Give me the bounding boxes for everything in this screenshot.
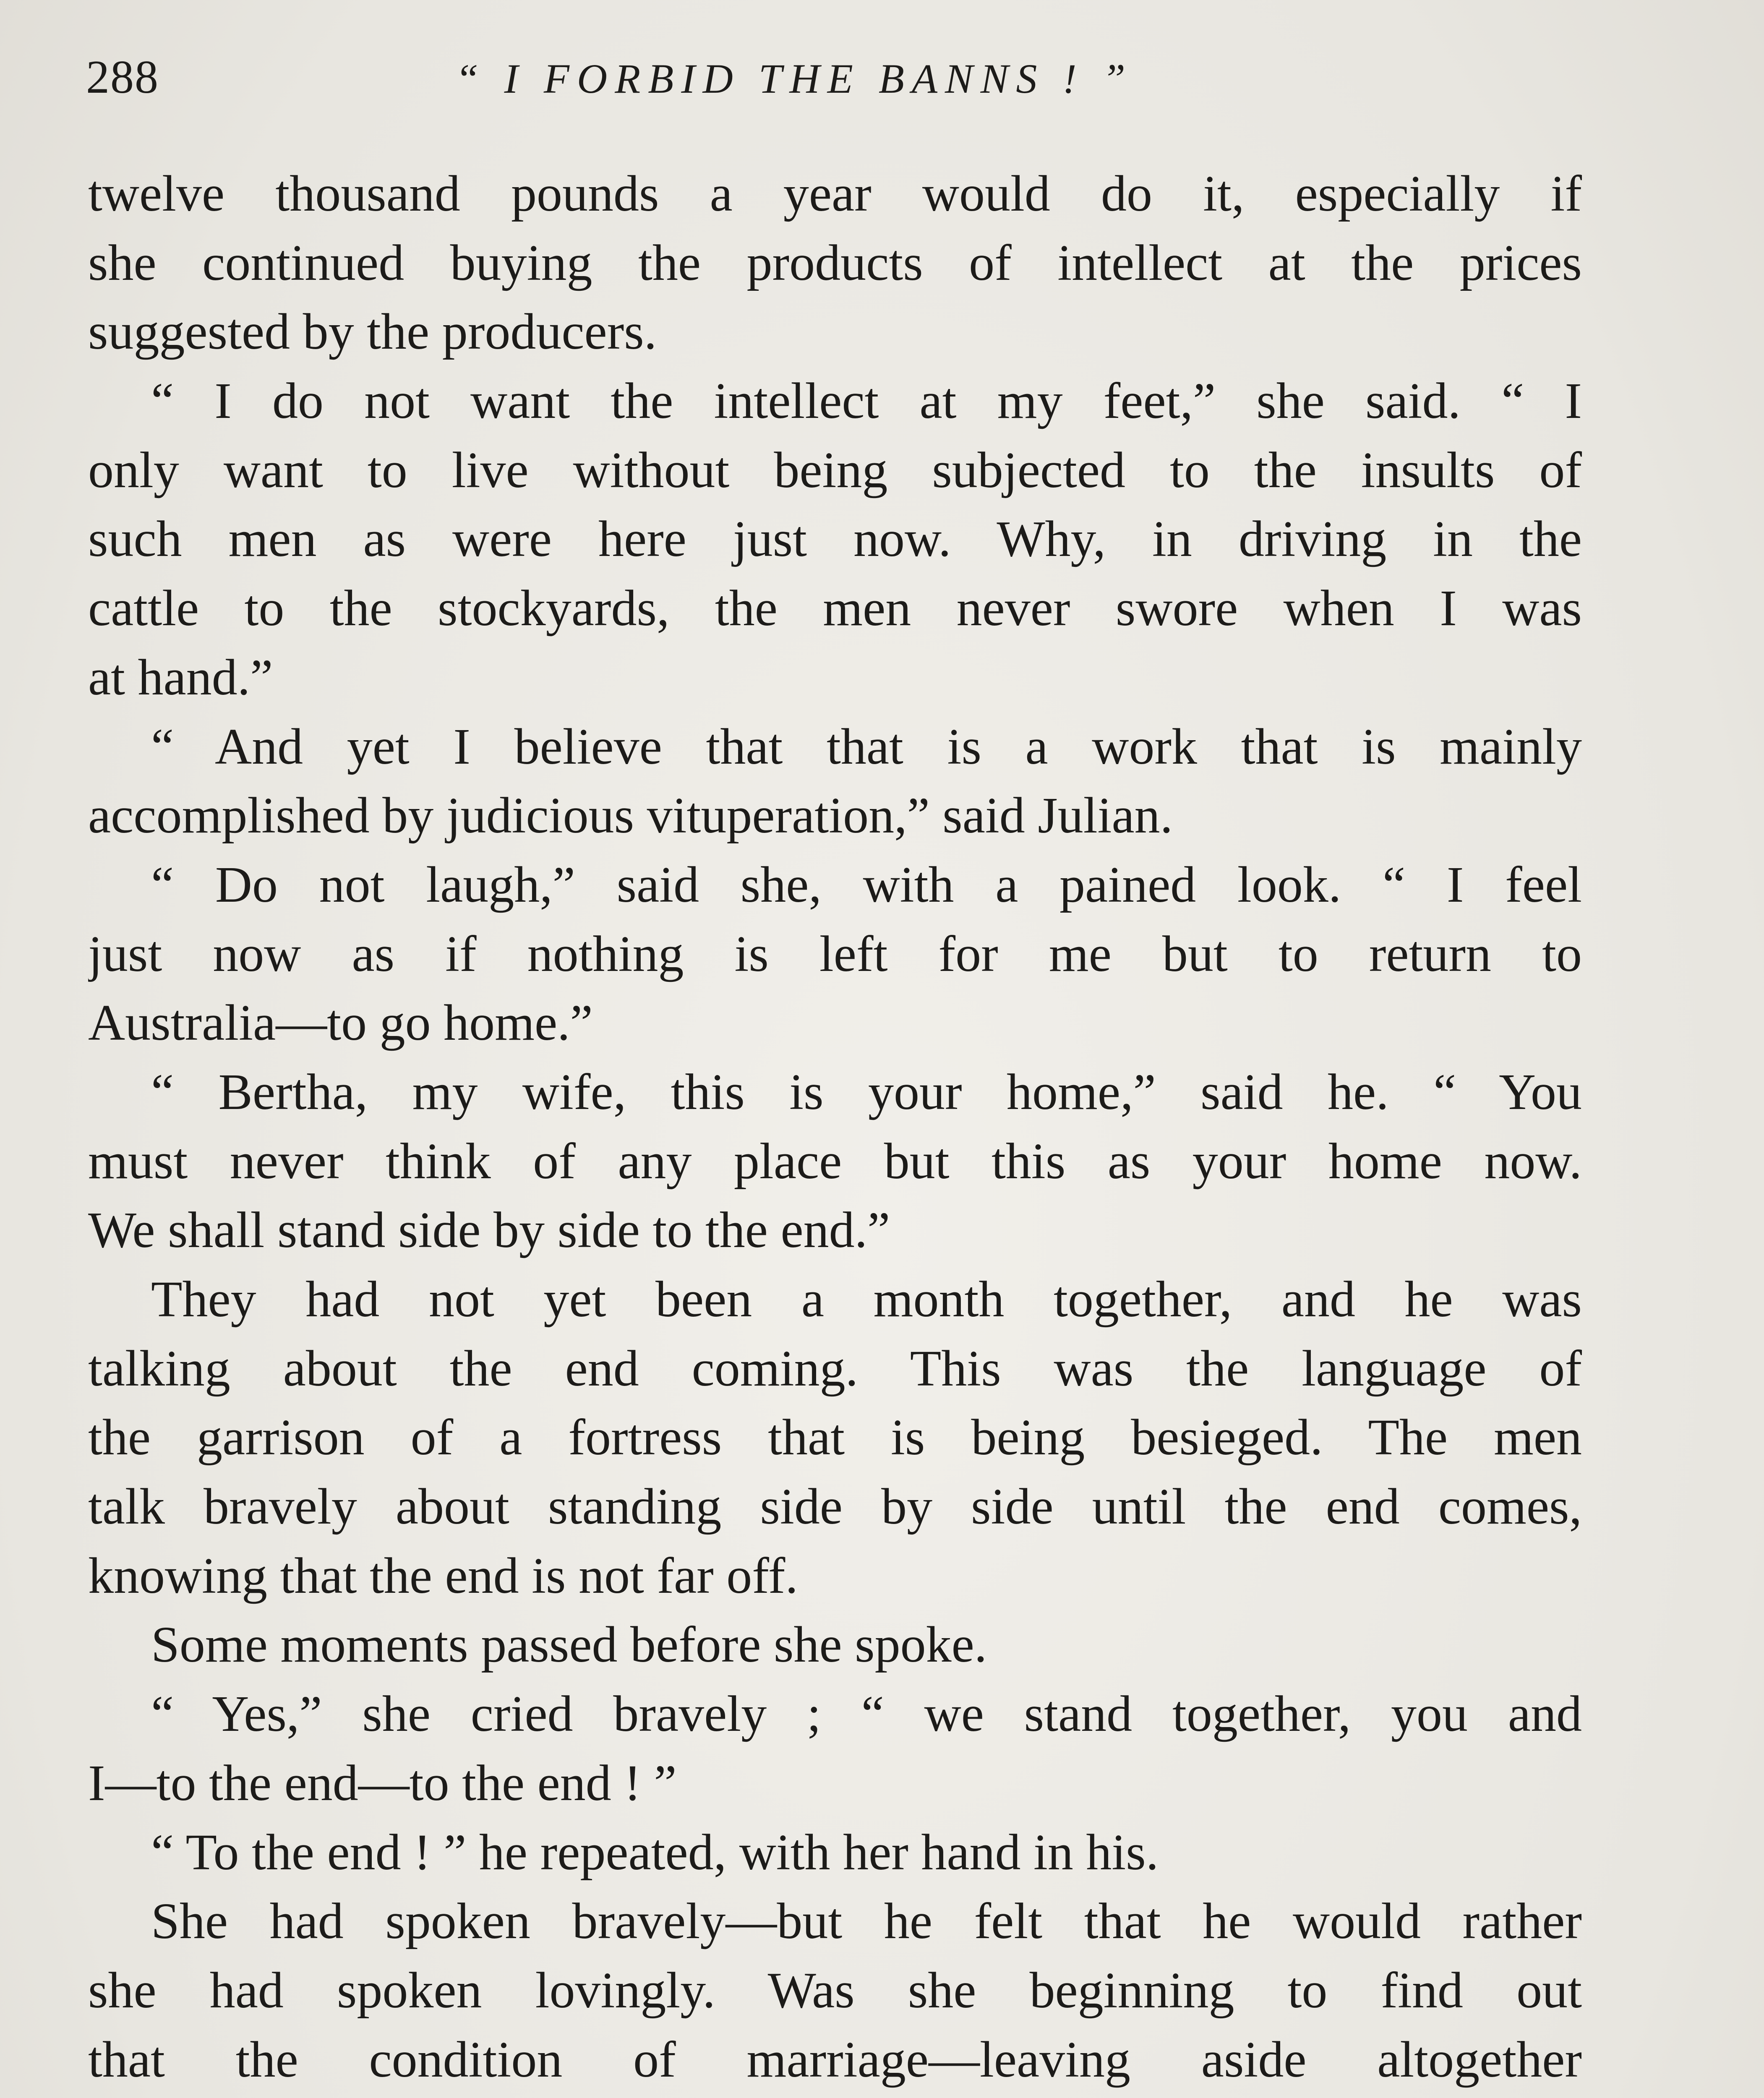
text-line: Australia—to go home.” (88, 994, 593, 1052)
text-line: “ Yes,” she cried bravely ; “ we stand together, you and (151, 1686, 1582, 1743)
body-text (88, 159, 1582, 2098)
text-line: “ To the end ! ” he repeated, with her hand in his. (151, 1824, 1159, 1881)
text-line: such men as were here just now. Why, in driving in the (88, 511, 1582, 568)
text-line: I—to the end—to the end ! ” (88, 1754, 677, 1811)
text-line (88, 2094, 1582, 2098)
running-head: “ I FORBID THE BANNS ! ” (455, 55, 1133, 102)
text-line: only want to live without being subjected to the insults of (88, 441, 1582, 498)
text-line: at hand.” (88, 649, 273, 706)
text-line: she continued buying the products of intellect at the prices (88, 234, 1582, 291)
text-line: twelve thousand pounds a year would do it, especially if (88, 165, 1582, 222)
text-line: accomplished by judicious vituperation,” said Julian. (88, 787, 1173, 844)
text-line: cattle to the stockyards, the men never swore when I was (88, 580, 1582, 637)
text-line: that the condition of marriage—leaving aside altogether (88, 2031, 1582, 2088)
text-line: just now as if nothing is left for me but to return to (88, 925, 1582, 982)
text-line: “ And yet I believe that that is a work that is mainly (151, 718, 1582, 775)
text-line: “ I do not want the intellect at my feet,” she said. “ I (151, 373, 1582, 430)
text-line: must never think of any place but this as your home now. (88, 1133, 1582, 1190)
text-line: she had spoken lovingly. Was she beginning to find out (88, 1962, 1582, 2019)
page-header (86, 42, 1580, 109)
text-line: She had spoken bravely—but he felt that he would rather (151, 1893, 1582, 1950)
text-line: talking about the end coming. This was the language of (88, 1340, 1582, 1397)
text-line: “ Do not laugh,” said she, with a pained look. “ I feel (151, 856, 1582, 913)
text-line: talk bravely about standing side by side until the end comes, (88, 1478, 1582, 1535)
text-line: We shall stand side by side to the end.” (88, 1202, 890, 1259)
text-line: knowing that the end is not far off. (88, 1547, 798, 1604)
text-line: Some moments passed before she spoke. (151, 1616, 987, 1673)
text-line: “ Bertha, my wife, this is your home,” said he. “ You (151, 1063, 1582, 1120)
text-line: They had not yet been a month together, and he was (151, 1271, 1582, 1328)
page-number: 288 (86, 51, 159, 103)
text-line: suggested by the producers. (88, 303, 657, 360)
text-line: the garrison of a fortress that is being besieged. The men (88, 1409, 1582, 1466)
